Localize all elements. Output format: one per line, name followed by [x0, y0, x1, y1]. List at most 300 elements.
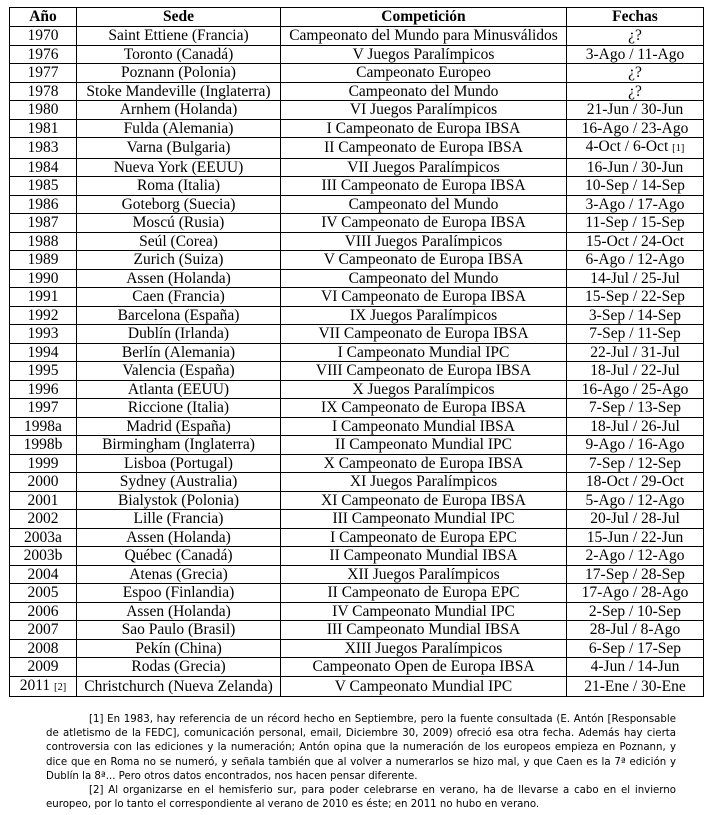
cell-competition-text: II Campeonato Mundial IBSA — [329, 547, 518, 564]
footnote-text: En 1983, hay referencia de un récord hecho en Septiembre, pero la fuente consultada (E. Antón [Responsable de atletismo de la FEDC], comunicación personal, email, Diciembre 30, 2009) ofreció esa otra fecha. Además hay cierta controversia con las ediciones y la numeración; Antón opina que la numeración de los europeos empieza en Poznann, y dice que en Roma no se numeró, y señala también que al volver a numerarlos se hizo mal, y que Caen es la 7ª edición y Dublín la 8ª... Pero otros datos encontrados, nos hacen pensar diferente. — [46, 714, 676, 782]
cell-year-text: 2006 — [27, 602, 59, 620]
cell-year-text: 1998a — [24, 417, 62, 435]
table-row — [10, 119, 704, 138]
cell-competition — [281, 399, 567, 418]
cell-dates — [567, 177, 704, 196]
cell-year-text: 2007 — [27, 621, 59, 638]
cell-year — [10, 119, 77, 138]
cell-dates — [567, 119, 704, 138]
cell-venue — [77, 658, 281, 677]
cell-competition-text: XII Juegos Paralímpicos — [347, 565, 500, 583]
cell-dates — [567, 639, 704, 658]
cell-competition-text: II Campeonato de Europa IBSA — [324, 139, 523, 156]
cell-venue — [77, 399, 281, 418]
table-row — [10, 101, 704, 120]
cell-year — [10, 473, 77, 492]
cell-venue — [77, 232, 281, 251]
cell-dates-text: 7-Sep / 11-Sep — [589, 325, 681, 342]
table-row — [10, 454, 704, 473]
table-row — [10, 138, 704, 159]
footnote-reference: [2] — [54, 681, 67, 693]
cell-year-text: 1992 — [27, 306, 59, 324]
cell-competition-text: IV Campeonato Mundial IPC — [332, 602, 515, 620]
cell-competition — [281, 27, 567, 46]
cell-competition-text: VII Juegos Paralímpicos — [347, 158, 500, 176]
cell-year-text: 2003b — [23, 547, 63, 564]
cell-year-text: 1978 — [27, 82, 59, 100]
table-row — [10, 602, 704, 621]
table-row — [10, 658, 704, 677]
cell-competition — [281, 528, 567, 547]
cell-year — [10, 547, 77, 566]
cell-dates-text: 14-Jul / 25-Jul — [590, 269, 680, 287]
cell-dates-text: 7-Sep / 13-Sep — [588, 399, 682, 416]
cell-venue-text: Stoke Mandeville (Inglaterra) — [86, 82, 271, 100]
cell-year — [10, 602, 77, 621]
header-dates: Fechas — [567, 8, 704, 27]
cell-competition-text: X Campeonato de Europa IBSA — [323, 454, 524, 472]
cell-dates — [567, 101, 704, 120]
cell-year-text: 1977 — [27, 64, 59, 81]
cell-year-text: 2004 — [27, 565, 59, 583]
cell-dates — [567, 27, 704, 46]
cell-year — [10, 491, 77, 510]
table-row — [10, 510, 704, 529]
cell-year-text: 2000 — [27, 473, 59, 490]
cell-venue-text: Birmingham (Inglaterra) — [102, 436, 255, 453]
cell-venue — [77, 45, 281, 64]
cell-dates — [567, 565, 704, 584]
cell-venue — [77, 454, 281, 473]
cell-venue-text: Atenas (Grecia) — [129, 565, 228, 583]
cell-dates-text: 17-Ago / 28-Ago — [581, 584, 689, 601]
cell-year-text: 2002 — [27, 510, 59, 527]
cell-competition-text: III Campeonato Mundial IPC — [332, 510, 515, 527]
cell-venue — [77, 101, 281, 120]
cell-competition — [281, 101, 567, 120]
cell-year-text: 2008 — [27, 639, 59, 657]
cell-dates — [567, 64, 704, 83]
cell-venue — [77, 510, 281, 529]
cell-year-text: 2003a — [24, 528, 62, 546]
cell-competition — [281, 251, 567, 270]
cell-year-text: 1988 — [27, 232, 59, 250]
cell-venue — [77, 380, 281, 399]
cell-dates-text: 5-Ago / 12-Ago — [585, 491, 685, 509]
cell-dates — [567, 528, 704, 547]
cell-competition — [281, 325, 567, 344]
cell-dates-text: 6-Sep / 17-Sep — [588, 639, 682, 657]
cell-year — [10, 454, 77, 473]
cell-competition-text: VIII Campeonato de Europa IBSA — [315, 362, 532, 379]
cell-competition-text: Campeonato del Mundo — [348, 82, 499, 100]
footnote-ref: [2] — [89, 785, 104, 797]
cell-venue-text: Berlín (Alemania) — [121, 343, 236, 361]
cell-venue-text: Assen (Holanda) — [126, 602, 231, 620]
cell-competition-text: I Campeonato Mundial IBSA — [332, 417, 515, 435]
cell-venue-text: Assen (Holanda) — [126, 528, 231, 546]
cell-venue-text: Arnhem (Holanda) — [119, 101, 238, 118]
cell-competition — [281, 454, 567, 473]
cell-dates — [567, 214, 704, 233]
cell-competition-text: V Juegos Paralímpicos — [352, 45, 495, 63]
footnote-text: Al organizarse en el hemisferio sur, para poder celebrarse en verano, ha de llevarse a cabo en el invierno europeo, por lo tanto el correspondiente al verano de 2010 es éste; en 2011 no hubo en verano. — [46, 785, 676, 811]
cell-dates — [567, 158, 704, 177]
cell-competition-text: XI Juegos Paralímpicos — [349, 473, 498, 490]
cell-competition — [281, 602, 567, 621]
cell-year — [10, 138, 77, 159]
cell-dates — [567, 288, 704, 307]
cell-dates-text: ¿? — [628, 82, 642, 100]
cell-year-text: 1987 — [27, 214, 59, 231]
table-row — [10, 269, 704, 288]
cell-competition — [281, 491, 567, 510]
cell-year-text: 1998b — [23, 436, 63, 453]
cell-venue-text: Saint Ettiene (Francia) — [108, 27, 249, 44]
cell-year — [10, 82, 77, 101]
cell-year-text: 1993 — [27, 325, 59, 342]
cell-competition — [281, 269, 567, 288]
cell-year — [10, 288, 77, 307]
footnotes — [46, 713, 676, 812]
cell-year — [10, 658, 77, 677]
cell-competition — [281, 177, 567, 196]
cell-competition — [281, 82, 567, 101]
cell-venue-text: Dublín (Irlanda) — [127, 325, 230, 342]
cell-year — [10, 214, 77, 233]
cell-year — [10, 27, 77, 46]
cell-competition-text: I Campeonato de Europa EPC — [330, 528, 517, 546]
cell-venue — [77, 362, 281, 381]
table-row — [10, 195, 704, 214]
cell-dates-text: 4-Jun / 14-Jun — [590, 658, 680, 675]
cell-dates — [567, 343, 704, 362]
cell-venue — [77, 214, 281, 233]
cell-competition-text: II Campeonato Mundial IPC — [335, 436, 512, 453]
cell-venue-text: Toronto (Canadá) — [123, 45, 234, 63]
table-row — [10, 362, 704, 381]
cell-competition — [281, 547, 567, 566]
table-row — [10, 45, 704, 64]
cell-competition — [281, 658, 567, 677]
table-row — [10, 306, 704, 325]
table-row — [10, 27, 704, 46]
cell-venue-text: Madrid (España) — [126, 417, 231, 435]
header-venue: Sede — [77, 8, 281, 27]
cell-competition-text: X Juegos Paralímpicos — [352, 380, 495, 398]
cell-venue — [77, 119, 281, 138]
cell-competition-text: Campeonato del Mundo — [348, 269, 499, 287]
cell-year-text: 1980 — [27, 101, 59, 118]
cell-dates-text: 15-Sep / 22-Sep — [585, 288, 685, 305]
cell-competition-text: I Campeonato Mundial IPC — [337, 343, 510, 361]
cell-year — [10, 565, 77, 584]
cell-dates — [567, 195, 704, 214]
footnote-reference: [1] — [672, 143, 685, 154]
table-row — [10, 528, 704, 547]
cell-venue-text: Caen (Francia) — [132, 288, 225, 305]
table-row — [10, 584, 704, 603]
cell-dates-text: 18-Jul / 26-Jul — [590, 417, 680, 435]
cell-venue-text: Québec (Canadá) — [124, 547, 233, 564]
table-row — [10, 621, 704, 640]
cell-competition — [281, 380, 567, 399]
cell-competition-text: Campeonato del Mundo para Minusválidos — [289, 27, 558, 44]
cell-year — [10, 269, 77, 288]
cell-year — [10, 343, 77, 362]
cell-dates-text: 21-Jun / 30-Jun — [586, 101, 684, 118]
table-row — [10, 676, 704, 697]
table-row — [10, 288, 704, 307]
cell-year — [10, 584, 77, 603]
cell-dates-text: 16-Ago / 23-Ago — [581, 119, 689, 137]
table-row — [10, 565, 704, 584]
cell-competition — [281, 676, 567, 697]
cell-competition — [281, 64, 567, 83]
table-row — [10, 158, 704, 177]
cell-year — [10, 528, 77, 547]
cell-venue-text: Riccione (Italia) — [127, 399, 230, 416]
cell-year — [10, 510, 77, 529]
cell-dates — [567, 232, 704, 251]
cell-dates — [567, 658, 704, 677]
table-row — [10, 473, 704, 492]
cell-year — [10, 380, 77, 399]
cell-year — [10, 306, 77, 325]
cell-venue — [77, 82, 281, 101]
cell-dates-text: 3-Ago / 11-Ago — [585, 45, 685, 63]
cell-year — [10, 417, 77, 436]
cell-dates-text: 21-Ene / 30-Ene — [584, 677, 686, 695]
table-row — [10, 251, 704, 270]
cell-venue-text: Lille (Francia) — [133, 510, 224, 527]
cell-year — [10, 64, 77, 83]
cell-venue — [77, 177, 281, 196]
cell-year-text: 1994 — [27, 343, 59, 361]
cell-competition-text: XIII Juegos Paralímpicos — [344, 639, 503, 657]
cell-competition — [281, 473, 567, 492]
table-row — [10, 214, 704, 233]
cell-dates — [567, 269, 704, 288]
cell-competition-text: III Campeonato de Europa IBSA — [321, 177, 526, 194]
footnote-ref: [1] — [89, 714, 104, 725]
cell-dates-text: 7-Sep / 12-Sep — [588, 454, 682, 472]
cell-venue-text: Espoo (Finlandia) — [122, 584, 235, 601]
cell-competition-text: V Campeonato de Europa IBSA — [323, 251, 524, 268]
cell-competition-text: XI Campeonato de Europa IBSA — [321, 491, 526, 509]
cell-dates-text: 6-Ago / 12-Ago — [585, 251, 685, 268]
table-row — [10, 343, 704, 362]
cell-venue-text: Assen (Holanda) — [126, 269, 231, 287]
cell-competition-text: IX Campeonato de Europa IBSA — [321, 399, 526, 416]
cell-dates-text: 10-Sep / 14-Sep — [585, 177, 685, 194]
cell-venue — [77, 639, 281, 658]
cell-venue-text: Nueva York (EEUU) — [113, 158, 244, 176]
cell-competition-text: VII Campeonato de Europa IBSA — [318, 325, 529, 342]
cell-dates-text: 15-Jun / 22-Jun — [586, 528, 684, 546]
cell-competition — [281, 436, 567, 455]
cell-dates — [567, 676, 704, 697]
cell-dates — [567, 380, 704, 399]
footnote-1 — [46, 713, 676, 784]
table-row — [10, 491, 704, 510]
cell-venue — [77, 269, 281, 288]
cell-competition — [281, 214, 567, 233]
cell-venue — [77, 473, 281, 492]
cell-venue — [77, 138, 281, 159]
cell-dates-text: 16-Jun / 30-Jun — [586, 158, 684, 176]
cell-competition — [281, 232, 567, 251]
cell-competition — [281, 45, 567, 64]
cell-competition — [281, 565, 567, 584]
cell-year — [10, 621, 77, 640]
cell-venue-text: Rodas (Grecia) — [131, 658, 226, 675]
cell-dates-text: 18-Oct / 29-Oct — [585, 473, 685, 490]
cell-dates-text: 28-Jul / 8-Ago — [589, 621, 681, 638]
cell-dates — [567, 584, 704, 603]
cell-year — [10, 158, 77, 177]
cell-venue — [77, 417, 281, 436]
cell-venue — [77, 251, 281, 270]
cell-year-text: 1970 — [27, 27, 59, 44]
cell-dates-text: 2-Ago / 12-Ago — [585, 547, 685, 564]
cell-venue — [77, 343, 281, 362]
table-row — [10, 417, 704, 436]
cell-dates-text: 20-Jul / 28-Jul — [590, 510, 680, 527]
table-row — [10, 64, 704, 83]
cell-venue — [77, 306, 281, 325]
cell-venue-text: Sao Paulo (Brasil) — [121, 621, 236, 638]
cell-competition-text: I Campeonato de Europa IBSA — [326, 119, 521, 137]
cell-venue-text: Varna (Bulgaria) — [126, 139, 231, 156]
cell-competition — [281, 362, 567, 381]
cell-competition-text: IX Juegos Paralímpicos — [349, 306, 498, 324]
cell-dates — [567, 45, 704, 64]
cell-year — [10, 251, 77, 270]
cell-venue — [77, 491, 281, 510]
table-row — [10, 177, 704, 196]
cell-competition-text: VIII Juegos Paralímpicos — [344, 232, 503, 250]
cell-venue — [77, 288, 281, 307]
cell-dates — [567, 399, 704, 418]
cell-dates — [567, 454, 704, 473]
cell-year — [10, 45, 77, 64]
cell-competition-text: Campeonato Open de Europa IBSA — [312, 658, 535, 675]
cell-dates-text: ¿? — [628, 64, 642, 81]
table-row — [10, 399, 704, 418]
cell-dates — [567, 602, 704, 621]
cell-dates — [567, 138, 704, 159]
cell-venue-text: Moscú (Rusia) — [132, 214, 225, 231]
cell-dates-text: 4-Oct / 6-Oct — [585, 138, 669, 155]
cell-year-text: 1985 — [27, 177, 59, 194]
cell-dates-text: 18-Jul / 22-Jul — [590, 362, 680, 379]
cell-venue — [77, 584, 281, 603]
table-row — [10, 436, 704, 455]
cell-venue — [77, 64, 281, 83]
cell-year-text: 1986 — [27, 195, 59, 213]
cell-dates-text: 15-Oct / 24-Oct — [585, 232, 685, 250]
cell-year-text: 2001 — [27, 491, 59, 509]
cell-year-text: 1983 — [27, 139, 59, 156]
cell-year — [10, 195, 77, 214]
cell-competition-text: VI Juegos Paralímpicos — [349, 101, 498, 118]
cell-year-text: 1991 — [27, 288, 59, 305]
cell-venue-text: Atlanta (EEUU) — [127, 380, 230, 398]
table-body — [10, 27, 704, 697]
cell-year-text: 2005 — [27, 584, 59, 601]
cell-dates — [567, 325, 704, 344]
cell-competition — [281, 119, 567, 138]
cell-dates — [567, 510, 704, 529]
cell-venue — [77, 528, 281, 547]
cell-competition-text: Campeonato Europeo — [356, 64, 491, 81]
cell-year — [10, 101, 77, 120]
cell-venue — [77, 676, 281, 697]
cell-venue-text: Sydney (Australia) — [119, 473, 238, 490]
header-competition: Competición — [281, 8, 567, 27]
cell-venue-text: Zurich (Suiza) — [133, 251, 224, 268]
cell-venue — [77, 158, 281, 177]
cell-competition — [281, 195, 567, 214]
cell-year — [10, 676, 77, 697]
cell-venue-text: Roma (Italia) — [136, 177, 221, 194]
cell-year-text: 1996 — [27, 380, 59, 398]
cell-venue-text: Poznann (Polonia) — [121, 64, 236, 81]
cell-competition-text: VI Campeonato de Europa IBSA — [321, 288, 526, 305]
cell-dates-text: 9-Ago / 16-Ago — [585, 436, 685, 453]
cell-dates — [567, 621, 704, 640]
cell-year-text: 1990 — [27, 269, 59, 287]
cell-year — [10, 399, 77, 418]
cell-dates — [567, 473, 704, 492]
cell-dates-text: 11-Sep / 15-Sep — [585, 214, 685, 231]
cell-venue — [77, 547, 281, 566]
cell-year-text: 1976 — [27, 45, 59, 63]
cell-dates-text: 3-Ago / 17-Ago — [585, 195, 685, 213]
cell-dates — [567, 417, 704, 436]
table-row — [10, 82, 704, 101]
footnote-2 — [46, 784, 676, 812]
cell-venue-text: Lisboa (Portugal) — [124, 454, 233, 472]
cell-competition-text: Campeonato del Mundo — [348, 195, 499, 213]
table-row — [10, 380, 704, 399]
cell-dates — [567, 362, 704, 381]
cell-venue — [77, 565, 281, 584]
cell-dates-text: 16-Ago / 25-Ago — [581, 380, 689, 398]
cell-year — [10, 325, 77, 344]
cell-competition — [281, 288, 567, 307]
cell-year — [10, 639, 77, 658]
cell-year-text: 1989 — [27, 251, 59, 268]
cell-competition — [281, 343, 567, 362]
cell-year-text: 1999 — [27, 454, 59, 472]
cell-dates — [567, 82, 704, 101]
cell-venue-text: Fulda (Alemania) — [123, 119, 234, 137]
cell-competition — [281, 621, 567, 640]
table-row — [10, 325, 704, 344]
cell-dates-text: 17-Sep / 28-Sep — [585, 565, 685, 583]
cell-competition-text: V Campeonato Mundial IPC — [334, 677, 513, 695]
cell-dates — [567, 491, 704, 510]
cell-competition — [281, 306, 567, 325]
cell-competition — [281, 584, 567, 603]
cell-venue — [77, 602, 281, 621]
cell-year — [10, 362, 77, 381]
cell-year-text: 1984 — [27, 158, 59, 176]
cell-year — [10, 436, 77, 455]
cell-venue-text: Valencia (España) — [122, 362, 235, 379]
